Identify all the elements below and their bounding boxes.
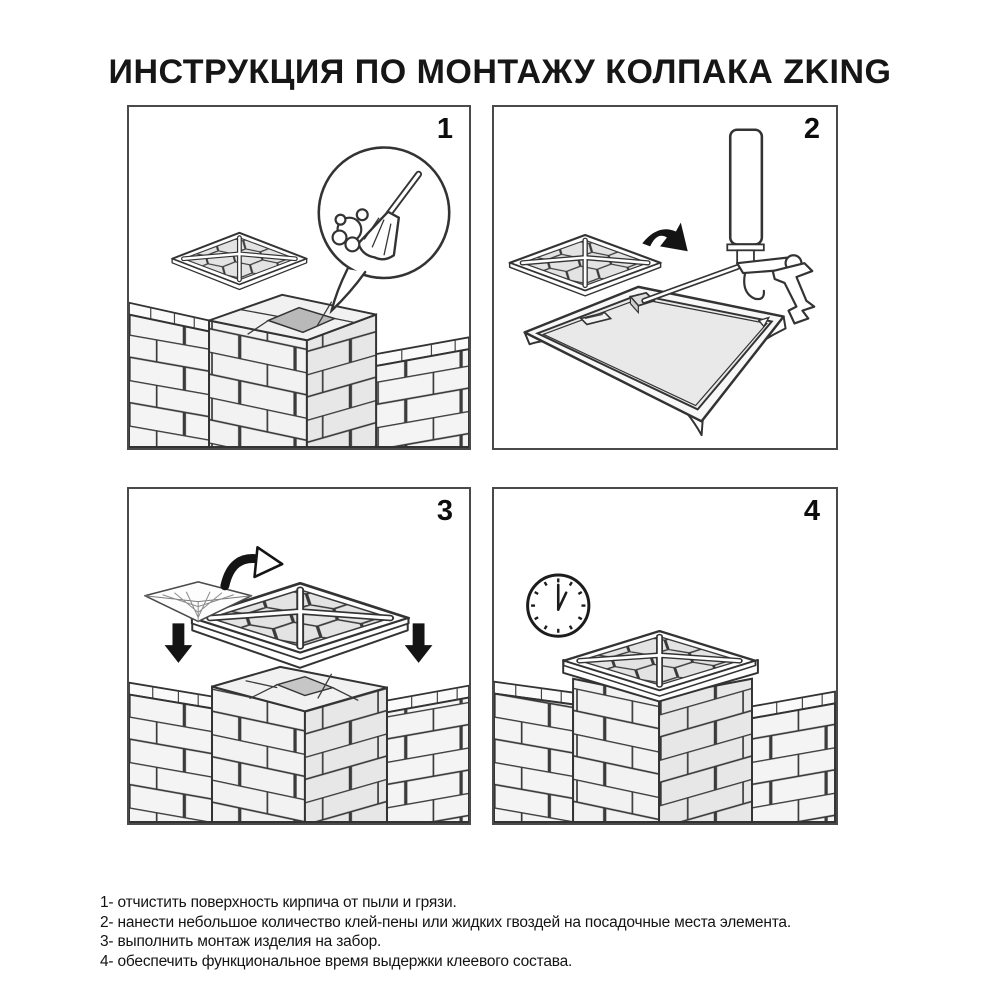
flip-arrow-icon	[642, 223, 687, 252]
panel-step-2	[492, 105, 838, 450]
callout-bubble	[319, 148, 449, 311]
step-2-illustration	[494, 107, 836, 448]
panel-step-4	[492, 487, 838, 825]
instruction-line-1: 1- отчистить поверхность кирпича от пыли и грязи.	[100, 894, 457, 911]
instruction-line-3: 3- выполнить монтаж изделия на забор.	[100, 933, 382, 951]
cap-product	[172, 233, 307, 290]
clock-icon	[528, 575, 589, 636]
instruction-line-4: 4- обеспечить функциональное время выдержки клеевого состава.	[100, 952, 573, 970]
step-1-illustration	[129, 107, 469, 448]
step-number: 3	[436, 495, 453, 527]
page-title: ИНСТРУКЦИЯ ПО МОНТАЖУ КОЛПАКА ZKING	[108, 52, 892, 91]
instruction-list	[100, 893, 970, 971]
brick-wall-left	[129, 303, 209, 447]
brick-wall-right	[376, 337, 469, 447]
flip-arrow-icon	[225, 547, 282, 586]
step-number: 1	[436, 113, 453, 145]
step-4-illustration	[494, 489, 836, 823]
brick-wall-right	[387, 686, 469, 822]
brick-wall-left	[494, 682, 573, 822]
brick-wall-left	[129, 683, 212, 822]
brick-pillar	[212, 667, 387, 822]
step-number: 2	[803, 113, 820, 145]
brick-pillar	[209, 295, 376, 447]
instruction-line-2: 2- нанести небольшое количество клей-пены или жидких гвоздей на посадочные места элемента.	[100, 913, 791, 931]
step-number: 4	[803, 495, 820, 527]
panel-step-3	[127, 487, 471, 825]
step-3-illustration	[129, 489, 469, 823]
foam-gun-icon	[644, 130, 814, 324]
cap-underside-tray	[525, 287, 786, 435]
panel-step-1	[127, 105, 471, 450]
brick-wall-right	[752, 692, 835, 822]
